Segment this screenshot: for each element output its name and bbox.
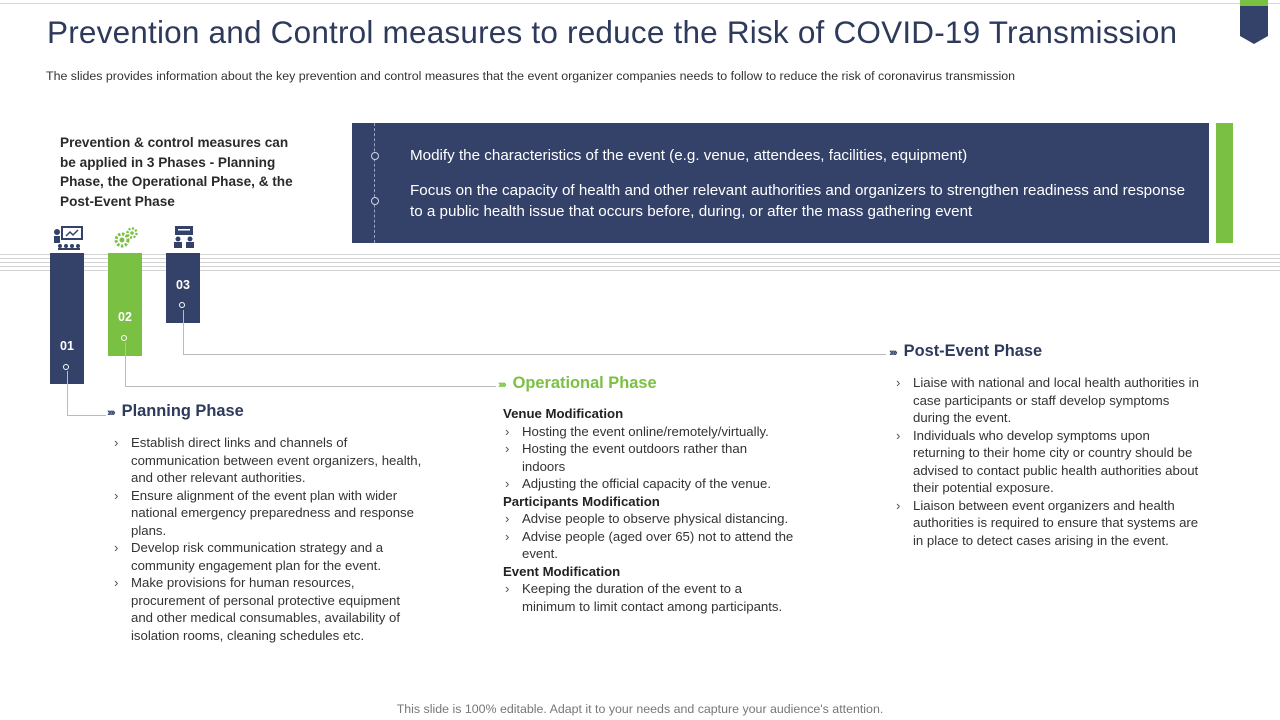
banner-item: Focus on the capacity of health and other relevant authorities and organizers to strengthen readiness and response to a public health issue that occurs before, during, or after the mass gathering event [410,182,1186,220]
connector-line [67,371,106,416]
post-event-phase-heading [889,342,1042,361]
footer-note: This slide is 100% editable. Adapt it to your needs and capture your audience's attention. [396,702,884,716]
chevrons-icon: ›››› [889,347,896,359]
operational-phase-title: Operational Phase [512,374,657,392]
operational-phase-heading [498,374,657,393]
planning-phase-title: Planning Phase [121,402,244,420]
page-subtitle: The slides provides information about the key prevention and control measures that the event organizer companies needs to follow to reduce the risk of coronavirus transmission [46,69,1016,83]
bar-dot [121,335,127,341]
post-event-bullet-list [894,374,1204,549]
list-item: › Establish direct links and channels of communication between event organizers, health, and other relevant authorities. [112,434,422,487]
top-rule [0,3,1280,4]
post-event-phase-title: Post-Event Phase [903,342,1043,360]
list-item: › Advise people (aged over 65) not to attend the event. [503,528,823,563]
phase-number: 03 [176,278,190,292]
banner-dot [371,197,379,205]
intro-text: Prevention & control measures can be applied in 3 Phases - Planning Phase, the Operational Phase, & the Post-Event Phase [60,135,293,209]
gears-icon [113,227,139,249]
meeting-people-icon [171,225,197,250]
event-bullet-list [503,580,823,615]
operational-content [503,405,823,615]
list-item: › Advise people to observe physical distancing. [503,510,823,528]
venue-modification-heading: Venue Modification [503,406,624,421]
bookmark-icon [1240,0,1268,44]
connector-line [183,310,886,355]
banner-timeline-line [374,123,375,243]
planning-bullet-list [112,434,422,644]
bar-dot [63,364,69,370]
phase-number: 02 [118,310,132,324]
list-item: › Liaison between event organizers and health authorities is required to ensure that systems are in place to detect cases arising in the event. [894,497,1204,550]
participants-bullet-list [503,510,823,563]
venue-bullet-list [503,423,823,493]
bar-dot [179,302,185,308]
presentation-audience-icon [52,226,84,250]
participants-modification-heading: Participants Modification [503,493,660,509]
list-item: › Liaise with national and local health authorities in case participants or staff develop symptoms during the event. [894,374,1204,427]
phase-number: 01 [60,339,74,353]
banner-item: Modify the characteristics of the event (e.g. venue, attendees, facilities, equipment) [410,147,968,164]
page-title: Prevention and Control measures to reduce the Risk of COVID-19 Transmission [47,14,1178,50]
list-item: › Develop risk communication strategy and a community engagement plan for the event. [112,539,422,574]
list-item: › Hosting the event outdoors rather than indoors [503,440,823,475]
list-item: › Individuals who develop symptoms upon returning to their home city or country should be advised to contact public health authorities about their potential exposure. [894,427,1204,497]
banner-accent [1216,123,1233,243]
planning-phase-heading [107,402,244,421]
chevrons-icon: ›››› [107,407,114,419]
phase-bar-02 [108,253,142,356]
list-item: › Ensure alignment of the event plan with wider national emergency preparedness and response plans. [112,487,422,540]
list-item: › Make provisions for human resources, procurement of personal protective equipment and other medical consumables, availability of isolation rooms, cleaning schedules etc. [112,574,422,644]
banner-dot [371,152,379,160]
chevrons-icon: ›››› [498,379,505,391]
list-item: › Adjusting the official capacity of the venue. [503,475,823,493]
phase-bar-01 [50,253,84,384]
list-item: › Hosting the event online/remotely/virtually. [503,423,823,441]
event-modification-heading: Event Modification [503,563,621,579]
list-item: › Keeping the duration of the event to a minimum to limit contact among participants. [503,580,823,615]
